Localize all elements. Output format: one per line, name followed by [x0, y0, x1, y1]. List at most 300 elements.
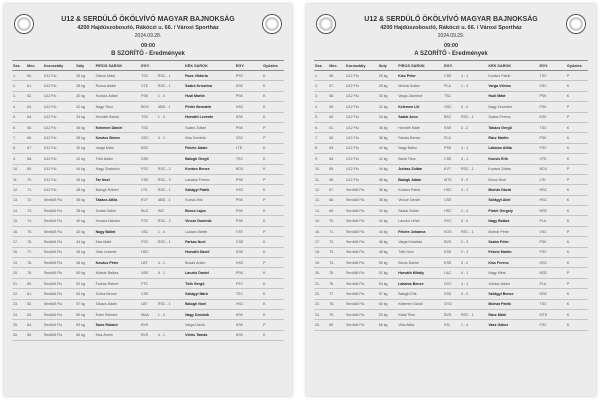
col-result: 5 - 0 — [460, 104, 469, 109]
col-weight: 60 kg — [378, 302, 388, 307]
col-weight: 40 kg — [76, 219, 86, 224]
col-red-club: BVS — [444, 312, 452, 317]
col-blue-corner-header: KÉK SAROK — [488, 63, 512, 68]
table-row — [12, 102, 284, 112]
col-red-club: BVS — [141, 323, 149, 328]
col-num: 17. — [315, 239, 320, 244]
col-winner: P — [566, 73, 570, 78]
col-result: ABD - 1 — [157, 104, 171, 109]
col-weight: 44 kg — [76, 239, 86, 244]
col-red-corner: Balogh Ádám — [398, 177, 422, 182]
col-num: 1. — [315, 73, 318, 78]
col-num: 7. — [315, 136, 318, 141]
col-winner: K — [263, 281, 266, 286]
col-blue-corner: Pintér Benedek — [185, 104, 212, 109]
col-age-group: U12 Fiú — [346, 146, 359, 151]
col-blue-club: CSE — [235, 239, 244, 244]
col-result: 5 - 0 — [460, 291, 469, 296]
col-blue-corner: Kocsis Erik — [488, 156, 508, 161]
col-result: 4 - 1 — [157, 333, 166, 338]
col-num: 16. — [315, 229, 320, 234]
col-blue-corner: Szilágyi Márk — [185, 291, 208, 296]
col-age-group: Serdülő Fiú — [346, 187, 365, 192]
col-red-corner: Kelemen Dániel — [95, 125, 123, 130]
sheet-date: 2024.09.29. — [437, 33, 465, 39]
col-blue-club: KSK — [235, 323, 244, 328]
col-weight: 36 kg — [76, 198, 86, 203]
col-num: 12. — [13, 187, 18, 192]
col-age-group: Serdülő Fiú — [43, 323, 63, 328]
col-blue-club: HSC — [539, 260, 548, 265]
col-blue-corner: Hudi Máté — [488, 94, 506, 99]
col-red-club: TSC — [141, 125, 149, 130]
col-age-group: U12 Fiú — [346, 73, 359, 78]
col-red-club: NSE — [141, 271, 149, 276]
table-row — [12, 175, 284, 185]
col-red-corner: Nagy Bálint — [398, 146, 417, 151]
col-blue-club: NSE — [539, 271, 547, 276]
col-num: 19. — [13, 260, 18, 265]
col-blue-club: VTE — [235, 229, 243, 234]
col-winner: P — [263, 260, 266, 265]
col-age-group: Serdülő Fiú — [346, 219, 365, 224]
col-match: 66. — [329, 177, 335, 182]
col-result: RSC - 1 — [460, 115, 474, 120]
col-winner: K — [263, 291, 266, 296]
col-match: 60. — [27, 73, 33, 78]
col-winner: K — [263, 187, 266, 192]
col-num: 8. — [315, 146, 318, 151]
results-table — [12, 60, 284, 388]
col-age-group: U12 Fiú — [346, 125, 359, 130]
col-red-club: DVC — [444, 219, 452, 224]
col-red-club: BVS — [444, 239, 452, 244]
col-match: 67. — [329, 187, 335, 192]
col-age-group: Serdülő Fiú — [43, 260, 63, 265]
col-red-corner: Lakatos Bence — [398, 281, 424, 286]
col-num: 15. — [13, 219, 18, 224]
col-blue-club: BOX — [235, 167, 244, 172]
sheet-time: 09:00 — [443, 43, 459, 49]
col-num: 12. — [315, 187, 320, 192]
col-red-club: HSC — [444, 187, 452, 192]
col-red-club: KVT — [444, 167, 452, 172]
col-blue-corner: Kiss Ferenc — [488, 260, 509, 265]
col-blue-corner: Fekete Ádám — [185, 146, 208, 151]
col-match: 79. — [329, 312, 335, 317]
col-num: 6. — [13, 125, 16, 130]
col-num: 25. — [13, 323, 18, 328]
col-winner: P — [263, 229, 266, 234]
table-row — [12, 196, 284, 206]
col-red-corner-header: PIROS SAROK — [95, 63, 123, 68]
table-row — [314, 206, 588, 216]
col-red-corner: Kovács Péter — [95, 260, 119, 265]
col-red-corner: Horváth Máté — [398, 125, 420, 130]
table-row — [12, 279, 284, 289]
col-winner: K — [566, 198, 570, 203]
table-row — [12, 331, 284, 341]
col-blue-club: PSK — [235, 177, 244, 182]
col-num: 5. — [315, 115, 318, 120]
col-red-club: HSC — [444, 208, 452, 213]
col-red-club: CSE — [141, 177, 149, 182]
col-num: 8. — [13, 146, 16, 151]
col-weight: 30 kg — [76, 94, 86, 99]
col-age-group: Serdülő Fiú — [43, 239, 63, 244]
col-match: 63. — [329, 146, 335, 151]
col-num: 26. — [13, 333, 18, 338]
col-winner: P — [263, 136, 266, 141]
sheet-title: U12 & SERDÜLŐ ÖKÖLVÍVÓ MAGYAR BAJNOKSÁG — [364, 16, 538, 23]
col-blue-corner: Vincze Dominik — [185, 219, 212, 224]
col-num: 20. — [13, 271, 18, 276]
col-match: 79. — [27, 271, 33, 276]
col-age-group: Serdülő Fiú — [346, 208, 365, 213]
table-row — [12, 144, 284, 154]
col-winner: K — [566, 302, 570, 307]
col-blue-club: PSK — [539, 136, 547, 141]
col-age-group: U12 Fiú — [346, 177, 359, 182]
col-weight: 57 kg — [76, 302, 86, 307]
col-num: 22. — [13, 291, 18, 296]
table-row — [314, 144, 588, 154]
col-num: 17. — [13, 239, 18, 244]
col-result: 4 - 1 — [460, 156, 469, 161]
col-blue-corner: Lakatos Ferenc — [185, 177, 210, 182]
col-winner: P — [263, 125, 266, 130]
col-red-corner: Varga Zsombor — [398, 94, 423, 99]
col-num-header: Ssz. — [315, 63, 323, 68]
col-red-club: LTK — [141, 187, 148, 192]
col-red-corner: Kovács Ádám — [95, 94, 118, 99]
col-blue-club: PSK — [539, 104, 547, 109]
col-result: 4 - 1 — [157, 271, 166, 276]
col-age-group: U12 Fiú — [43, 167, 57, 172]
sheet-subtitle: A SZORÍTÓ - Eredmények — [414, 51, 488, 57]
col-age-group: U12 Fiú — [43, 156, 57, 161]
col-blue-corner: Balogh Gergő — [185, 156, 209, 161]
col-match: 65. — [329, 167, 335, 172]
col-red-club: MTS — [444, 177, 452, 182]
col-weight: 34 kg — [76, 115, 86, 120]
col-age-group: U12 Fiú — [43, 187, 57, 192]
col-age-group: U12 Fiú — [346, 115, 359, 120]
table-row — [314, 81, 588, 91]
col-num: 24. — [315, 312, 320, 317]
col-red-corner: Erdei Richárd — [95, 312, 118, 317]
col-winner: K — [263, 146, 266, 151]
col-match: 64. — [27, 115, 33, 120]
col-match: 69. — [329, 208, 335, 213]
col-red-club: BSC — [141, 146, 149, 151]
col-red-corner: Szalai Gábor — [95, 208, 117, 213]
col-blue-club: VTE — [539, 156, 547, 161]
col-blue-corner: Varga Dávid — [185, 323, 205, 328]
table-row — [314, 289, 588, 299]
col-blue-corner: Kocsis Erik — [185, 198, 203, 203]
col-age-group: U12 Fiú — [43, 136, 57, 141]
col-weight: 42 kg — [76, 156, 86, 161]
col-red-corner: Farkas Bence — [398, 136, 421, 141]
col-winner: K — [566, 84, 570, 89]
col-red-club: TSC — [141, 73, 149, 78]
table-row — [314, 279, 588, 289]
table-row — [12, 237, 284, 247]
table-row — [12, 216, 284, 226]
col-red-club: LBT — [141, 260, 148, 265]
col-red-club-header: EGY. — [141, 63, 150, 68]
col-winner: P — [566, 281, 570, 286]
col-blue-club: HSC — [235, 104, 244, 109]
col-age-group: U12 Fiú — [346, 94, 359, 99]
table-row — [12, 113, 284, 123]
col-weight: 26 kg — [378, 73, 388, 78]
col-num: 23. — [315, 302, 320, 307]
col-red-corner: Balogh Róbert — [95, 187, 119, 192]
col-weight: 32 kg — [76, 104, 86, 109]
col-blue-club: VSC — [235, 136, 244, 141]
col-num: 4. — [13, 104, 16, 109]
col-match: 65. — [27, 125, 33, 130]
table-row — [12, 185, 284, 195]
col-blue-corner: Tóth Gergő — [185, 281, 205, 286]
col-red-corner: Kovács Bence — [95, 136, 121, 141]
col-result: 4 - 1 — [460, 187, 469, 192]
col-red-corner-header: PIROS SAROK — [398, 63, 425, 68]
table-row — [12, 165, 284, 175]
col-num: 6. — [315, 125, 318, 130]
col-red-corner: Tóth Ádám — [95, 156, 114, 161]
col-match: 81. — [27, 291, 33, 296]
col-red-corner: Vida Levente — [95, 250, 117, 255]
col-age-group: Serdülő Fiú — [346, 250, 365, 255]
col-num: 16. — [13, 229, 18, 234]
col-result: 1 - 4 — [460, 323, 469, 328]
table-row — [12, 227, 284, 237]
col-red-club: PLA — [444, 84, 451, 89]
col-blue-club: NSE — [539, 291, 547, 296]
col-result: 4 - 1 — [460, 73, 469, 78]
col-num: 22. — [315, 291, 320, 296]
col-age-group: U12 Fiú — [43, 104, 57, 109]
col-num: 1. — [13, 73, 16, 78]
col-blue-club: PSK — [235, 94, 244, 99]
col-red-club: CSE — [444, 156, 452, 161]
col-age-group: U12 Fiú — [43, 84, 57, 89]
col-blue-club: TSC — [539, 125, 547, 130]
col-num: 9. — [315, 156, 318, 161]
col-match: 76. — [329, 281, 335, 286]
col-match: 84. — [27, 323, 33, 328]
col-weight: 44 kg — [378, 167, 388, 172]
col-blue-corner: Fekete Martin — [488, 250, 512, 255]
col-match: 59. — [329, 104, 335, 109]
col-blue-corner: Nagy Dominik — [185, 312, 210, 317]
col-blue-corner: Kovács Patrik — [488, 73, 511, 78]
table-row — [314, 102, 588, 112]
col-red-club: ESE — [444, 260, 452, 265]
col-red-club: FSC — [141, 239, 149, 244]
col-blue-corner: Balogh Noel — [185, 302, 207, 307]
col-result: 1 - 4 — [157, 115, 166, 120]
col-age-group: U12 Fiú — [346, 84, 359, 89]
sheet-time: 09:00 — [140, 43, 156, 49]
table-row — [314, 227, 588, 237]
col-weight: 57 kg — [378, 291, 388, 296]
col-age-group: Serdülő Fiú — [43, 291, 63, 296]
col-age-group: Serdülő Fiú — [43, 271, 63, 276]
col-blue-corner: Vass Gábor — [488, 323, 509, 328]
col-blue-corner: Horváth Dávid — [185, 250, 210, 255]
col-age-group: Serdülő Fiú — [346, 302, 365, 307]
col-match-header: Mec. — [27, 63, 36, 68]
col-red-corner: Kovács Patrik — [398, 187, 421, 192]
col-num: 21. — [13, 281, 18, 286]
col-blue-corner: Juhász Ádám — [488, 281, 511, 286]
col-winner: P — [566, 177, 570, 182]
table-header — [12, 61, 284, 71]
col-weight: 30 kg — [378, 94, 388, 99]
table-row — [314, 258, 588, 268]
col-weight: 46 kg — [76, 250, 86, 255]
col-blue-corner: Szilágyi Ábel — [488, 198, 511, 203]
col-match: 56. — [329, 73, 335, 78]
col-blue-club: BOX — [539, 167, 548, 172]
col-blue-club: KSK — [235, 250, 244, 255]
col-blue-corner: Szabó Ferenc — [488, 115, 511, 120]
sheet-address: 4200 Hajdúszoboszló, Rákóczi u. 66. / Városi Sportház — [77, 25, 219, 31]
col-winner: P — [566, 115, 570, 120]
col-weight: 46 kg — [378, 177, 388, 182]
col-weight: 38 kg — [378, 136, 388, 141]
col-winner: P — [566, 104, 570, 109]
col-age-group: U12 Fiú — [43, 125, 57, 130]
col-age-group: U12 Fiú — [43, 146, 57, 151]
col-blue-club: HSC — [235, 302, 244, 307]
col-result: 5 - 0 — [460, 177, 469, 182]
col-weight: 54 kg — [378, 281, 388, 286]
col-age-group: Serdülő Fiú — [43, 312, 63, 317]
col-red-club: GSC — [444, 104, 452, 109]
table-row — [314, 175, 588, 185]
col-match: 58. — [329, 94, 335, 99]
table-row — [12, 81, 284, 91]
col-match: 57. — [329, 84, 335, 89]
col-weight: 66 kg — [76, 333, 86, 338]
col-blue-corner: Laczkó Dániel — [185, 271, 210, 276]
col-num-header: Ssz. — [13, 63, 21, 68]
col-red-club: CSE — [141, 291, 149, 296]
col-age-group: Serdülő Fiú — [43, 198, 63, 203]
col-red-corner: Boros Dániel — [398, 260, 419, 265]
col-weight: 66 kg — [378, 323, 388, 328]
col-red-club: HSC — [141, 250, 149, 255]
col-num: 3. — [13, 94, 16, 99]
col-age-group: Serdülő Fiú — [43, 333, 63, 338]
col-match: 80. — [329, 323, 335, 328]
col-weight: 38 kg — [76, 136, 86, 141]
table-row — [12, 258, 284, 268]
col-red-corner: Molnár Ádám — [398, 84, 420, 89]
col-blue-club: TSC — [539, 73, 547, 78]
col-blue-club: KSK — [235, 312, 244, 317]
col-red-corner: Kelemen Dávid — [398, 302, 423, 307]
col-blue-corner: Boros Lajos — [185, 208, 206, 213]
col-winner: K — [566, 156, 570, 161]
col-red-club: KOS — [444, 229, 452, 234]
col-blue-club: VSC — [539, 84, 547, 89]
col-blue-club: HSC — [235, 187, 244, 192]
col-result: 4 - 1 — [460, 281, 469, 286]
col-age-group: Serdülő Fiú — [346, 239, 365, 244]
col-weight: 63 kg — [378, 312, 388, 317]
col-red-corner: Laczkó Lehel — [398, 219, 420, 224]
col-weight: 40 kg — [378, 208, 388, 213]
col-blue-club: TSC — [235, 291, 244, 296]
col-num: 15. — [315, 219, 320, 224]
col-age-group: Serdülő Fiú — [346, 312, 365, 317]
col-winner-header: Győztes — [263, 63, 278, 68]
col-match: 85. — [27, 333, 33, 338]
col-weight: 52 kg — [76, 281, 86, 286]
col-match: 69. — [27, 167, 33, 172]
col-weight: 46 kg — [76, 177, 86, 182]
col-num: 24. — [13, 312, 18, 317]
col-winner: P — [263, 323, 266, 328]
col-match: 67. — [27, 146, 33, 151]
col-result: WO — [157, 208, 165, 213]
col-blue-corner: Szilágyi Bence — [488, 291, 514, 296]
col-match: 71. — [329, 229, 335, 234]
col-red-corner: Varga Márk — [95, 146, 114, 151]
col-red-corner: Gábos Márk — [95, 73, 116, 78]
col-weight: 36 kg — [378, 125, 388, 130]
col-red-corner: Rózsa Ádám — [95, 84, 117, 89]
col-match: 78. — [27, 260, 33, 265]
col-red-club: KSI — [444, 323, 450, 328]
col-weight: 44 kg — [76, 167, 86, 172]
col-blue-club: PSK — [235, 125, 244, 130]
col-winner: K — [566, 291, 570, 296]
col-red-club: GYO — [444, 302, 453, 307]
col-winner: K — [566, 219, 570, 224]
col-red-club: DVC — [444, 281, 452, 286]
col-num: 11. — [315, 177, 320, 182]
col-num: 21. — [315, 281, 320, 286]
col-weight: 48 kg — [76, 187, 86, 192]
col-blue-corner: Buzás Ádám — [185, 260, 206, 265]
col-blue-club: FSC — [235, 281, 244, 286]
col-result: RSC - 1 — [460, 229, 474, 234]
col-red-club: PSK — [444, 146, 452, 151]
col-match: 70. — [329, 219, 335, 224]
col-blue-club: PLA — [539, 281, 547, 286]
col-winner: P — [566, 271, 570, 276]
col-age-group: U12 Fiú — [43, 73, 57, 78]
col-weight: 28 kg — [378, 84, 388, 89]
col-blue-club: HSC — [235, 260, 244, 265]
col-winner: K — [566, 239, 570, 244]
col-red-club: PSK — [141, 94, 149, 99]
col-red-club: KVT — [141, 198, 149, 203]
col-match: 78. — [329, 302, 335, 307]
col-red-corner: Fekete Johanna — [398, 229, 426, 234]
col-winner: K — [263, 302, 266, 307]
col-blue-corner: Kiss Dominik — [185, 136, 206, 141]
col-red-corner: Takács Attila — [95, 198, 118, 203]
col-match: 63. — [27, 104, 33, 109]
